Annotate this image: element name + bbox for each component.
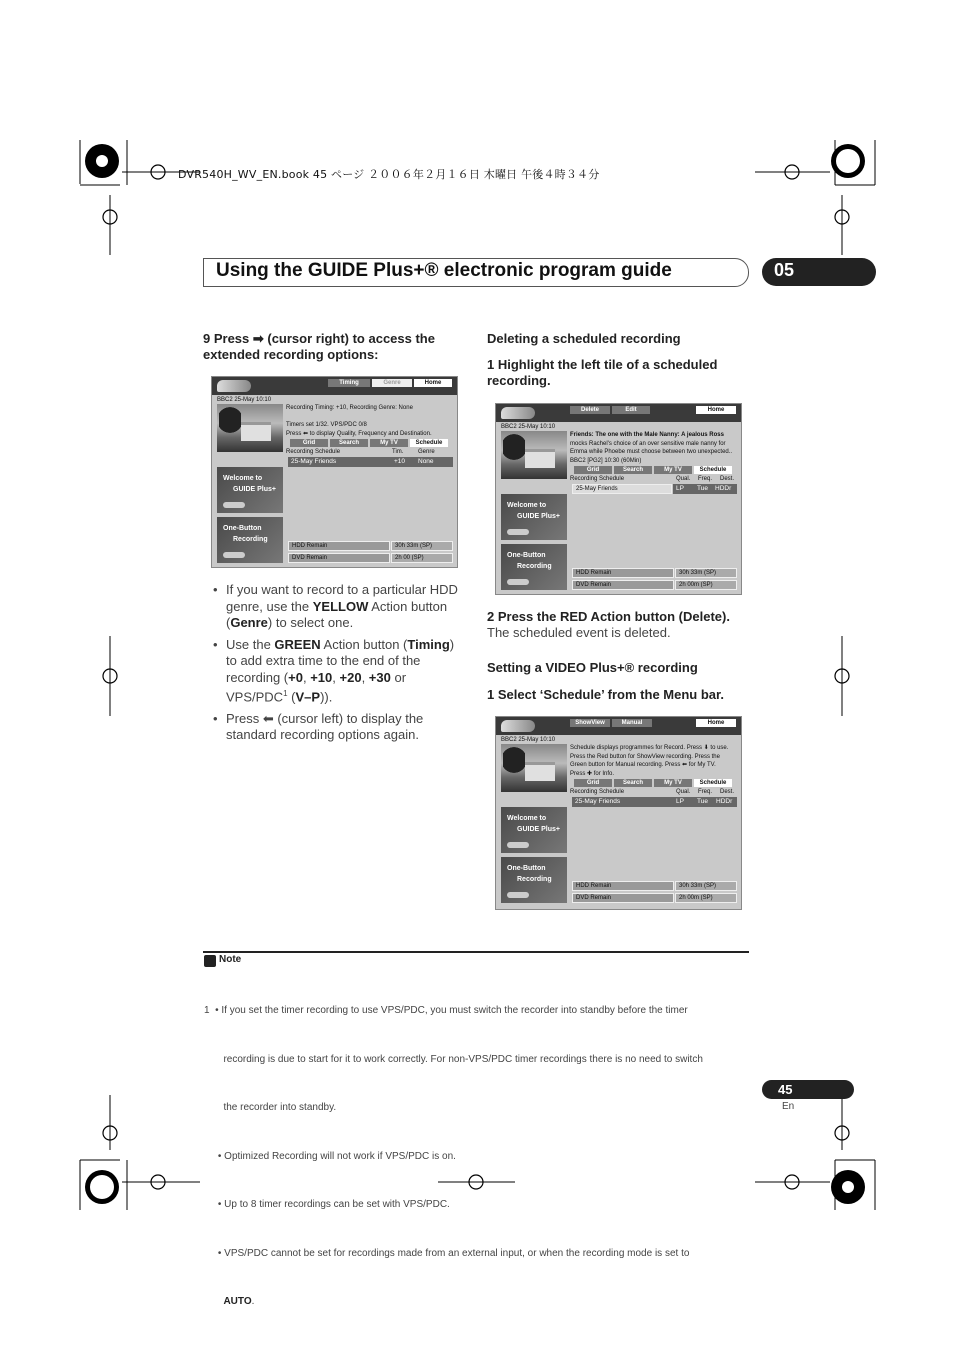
delete-heading: Deleting a scheduled recording <box>487 331 681 346</box>
dvd-remain-value: 2h 00m (SP) <box>675 580 737 590</box>
channel-info: BBC2 25-May 10:10 <box>217 397 272 403</box>
bullet-list <box>213 582 465 749</box>
promo-welcome: Welcome to GUIDE Plus+ <box>217 467 283 513</box>
page-number-badge <box>762 1080 854 1099</box>
hdd-remain-label: HDD Remain <box>572 881 674 891</box>
menu-schedule: Schedule <box>694 466 732 474</box>
promo-one-button: One-Button Recording <box>501 544 567 590</box>
menu-grid: Grid <box>290 439 328 447</box>
page-number: 45 <box>778 1082 793 1097</box>
screen-top-bar <box>496 404 741 422</box>
promo-one-button: One-Button Recording <box>501 857 567 903</box>
bullet-cursor-left: • Press ⬅ (cursor left) to display the standard recording options again. <box>213 711 465 744</box>
tab-home: Home <box>414 379 452 387</box>
step9-heading: 9 Press ➡ (cursor right) to access the extended recording options: <box>203 331 435 362</box>
vplus-step1: 1 Select ‘Schedule’ from the Menu bar. <box>487 687 724 702</box>
menu-my-tv: My TV <box>370 439 408 447</box>
menu-schedule: Schedule <box>694 779 732 787</box>
vplus-heading: Setting a VIDEO Plus+® recording <box>487 660 698 675</box>
hdd-remain-label: HDD Remain <box>288 541 390 551</box>
schedule-row-details: LP Tue HDDr <box>673 484 737 494</box>
menu-bar <box>290 439 452 447</box>
list-header: Recording Schedule Qual. Freq. Dest. <box>570 476 735 482</box>
note-divider <box>203 951 749 953</box>
chapter-number-badge <box>762 258 876 286</box>
promo-welcome: Welcome to GUIDE Plus+ <box>501 807 567 853</box>
menu-bar <box>574 466 736 474</box>
info-text: Recording Timing: +10, Recording Genre: None Timers set 1/32. VPS/PDC 0/8 Press ⬅ to display Quality, Frequency and Destination. <box>286 405 432 437</box>
schedule-row: 25-May Friends LP Tue HDDr <box>572 797 737 807</box>
program-thumbnail <box>217 404 283 452</box>
menu-search: Search <box>330 439 368 447</box>
program-thumbnail <box>501 744 567 792</box>
delete-step2: 2 Press the RED Action button (Delete). <box>487 609 730 624</box>
tab-edit: Edit <box>612 406 650 414</box>
bullet-timing: • Use the GREEN Action button (Timing) to add extra time to the end of the recording (+0, +10, +20, +30 or VPS/PDC$^1$ (V–P)). <box>213 637 465 706</box>
promo-welcome: Welcome to GUIDE Plus+ <box>501 494 567 540</box>
info-text: Schedule displays programmes for Record. Press ⬇ to use. Press the Red button for ShowView recording. Press the Green button for Manual recording. Press ⬅ for My TV. Press ✚ for Info. <box>570 745 729 777</box>
tab-home: Home <box>696 406 736 414</box>
hdd-remain-value: 30h 33m (SP) <box>391 541 453 551</box>
guide-plus-logo <box>217 380 251 392</box>
promo-one-button: One-Button Recording <box>217 517 283 563</box>
note-label: Note <box>219 954 242 965</box>
tab-delete: Delete <box>570 406 610 414</box>
dvd-remain-label: DVD Remain <box>572 893 674 903</box>
menu-search: Search <box>614 466 652 474</box>
tab-manual: Manual <box>612 719 652 727</box>
hdd-remain-value: 30h 33m (SP) <box>675 881 737 891</box>
hdd-remain-value: 30h 33m (SP) <box>675 568 737 578</box>
dvd-remain-label: DVD Remain <box>288 553 390 563</box>
screen-delete-recording <box>495 403 742 595</box>
dvd-remain-value: 2h 00m (SP) <box>675 893 737 903</box>
screen-extended-options <box>211 376 458 568</box>
screen-top-bar <box>212 377 457 395</box>
tab-showview: ShowView <box>570 719 610 727</box>
channel-info: BBC2 25-May 10:10 <box>501 737 556 743</box>
bullet-genre: • If you want to record to a particular HDD genre, use the YELLOW Action button (Genre) to select one. <box>213 582 465 632</box>
guide-plus-logo <box>501 407 535 419</box>
info-text: Friends: The one with the Male Nanny: A jealous Ross mocks Rachel's choice of an over sensitive male nanny for Emma while Phoebe must choose between two unexpected.. BBC2 [PG2] 10:30 (60Min) <box>570 432 733 464</box>
screen-schedule <box>495 716 742 910</box>
schedule-row-title: 25-May Friends <box>572 484 672 494</box>
program-thumbnail <box>501 431 567 479</box>
note-icon <box>204 955 216 967</box>
note-body: 1 • If you set the timer recording to use VPS/PDC, you must switch the recorder into standby before the timer recording is due to start for it to work correctly. For non-VPS/PDC timer recordings there is no need to switch the recorder into standby. • Optimized Recording will not work if VPS/PDC is on. • Up to 8 timer recordings can be set with VPS/PDC. • VPS/PDC cannot be set for recordings made from an external input, or when the recording mode is set to AUTO. <box>204 1005 703 1307</box>
tab-timing: Timing <box>328 379 370 387</box>
chapter-title: Using the GUIDE Plus+® electronic program guide <box>216 260 672 281</box>
chapter-number: 05 <box>774 260 795 280</box>
tab-home: Home <box>696 719 736 727</box>
menu-search: Search <box>614 779 652 787</box>
guide-plus-logo <box>501 720 535 732</box>
hdd-remain-label: HDD Remain <box>572 568 674 578</box>
delete-step1: 1 Highlight the left tile of a scheduled recording. <box>487 357 718 388</box>
schedule-row: 25-May Friends +10 None <box>288 457 453 467</box>
list-header: Recording Schedule Qual. Freq. Dest. <box>570 789 735 795</box>
channel-info: BBC2 25-May 10:10 <box>501 424 556 430</box>
menu-grid: Grid <box>574 779 612 787</box>
menu-grid: Grid <box>574 466 612 474</box>
delete-step2-body: The scheduled event is deleted. <box>487 625 671 640</box>
menu-my-tv: My TV <box>654 779 692 787</box>
dvd-remain-label: DVD Remain <box>572 580 674 590</box>
menu-my-tv: My TV <box>654 466 692 474</box>
menu-bar <box>574 779 736 787</box>
list-header: Recording Schedule Tim. Genre <box>286 449 435 455</box>
dvd-remain-value: 2h 00 (SP) <box>391 553 453 563</box>
menu-schedule: Schedule <box>410 439 448 447</box>
tab-genre: Genre <box>372 379 412 387</box>
screen-top-bar <box>496 717 741 735</box>
print-header: DVR540H_WV_EN.book 45 ページ ２００６年２月１６日 木曜日 午後４時３４分 <box>178 168 600 181</box>
page-language: En <box>782 1101 795 1112</box>
